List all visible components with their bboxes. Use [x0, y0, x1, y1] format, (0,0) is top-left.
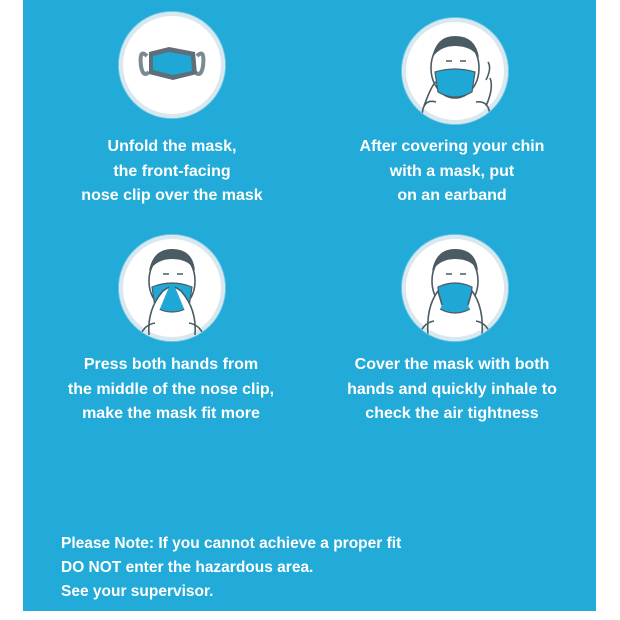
- mask-press-noseclip-icon: [119, 235, 225, 341]
- step-1-line-2: the front-facing: [113, 162, 231, 180]
- step-4-line-3: check the air tightness: [365, 405, 539, 422]
- safety-note-line-3: See your supervisor.: [61, 583, 214, 600]
- step-3-illustration: [119, 235, 225, 341]
- safety-note-line-2: DO NOT enter the hazardous area.: [61, 559, 314, 576]
- step-4-line-2: hands and quickly inhale to: [347, 380, 557, 398]
- step-1-line-1: Unfold the mask,: [107, 138, 237, 155]
- instructions-panel: [23, 0, 596, 611]
- step-4-caption: [336, 353, 568, 427]
- step-4-line-1: Cover the mask with both: [354, 356, 550, 373]
- step-4-illustration: [402, 235, 508, 341]
- safety-note: [61, 532, 401, 604]
- step-1-caption: [72, 135, 272, 209]
- mask-seal-check-icon: [402, 235, 508, 341]
- step-2-illustration: [402, 18, 508, 124]
- step-2-line-1: After covering your chin: [359, 138, 545, 155]
- step-1-line-3: nose clip over the mask: [81, 187, 263, 204]
- step-3-line-3: make the mask fit more: [82, 405, 260, 422]
- mask-unfold-icon: [119, 12, 225, 118]
- safety-note-line-1: Please Note: If you cannot achieve a proper fit: [61, 535, 402, 552]
- step-3-line-1: Press both hands from: [83, 356, 259, 373]
- mask-earband-icon: [402, 18, 508, 124]
- step-3-caption: [56, 353, 286, 427]
- step-2-line-3: on an earband: [397, 187, 507, 204]
- step-2-caption: [352, 135, 552, 209]
- step-2-line-2: with a mask, put: [389, 162, 515, 180]
- step-3-line-2: the middle of the nose clip,: [67, 380, 275, 398]
- step-1-illustration: [119, 12, 225, 118]
